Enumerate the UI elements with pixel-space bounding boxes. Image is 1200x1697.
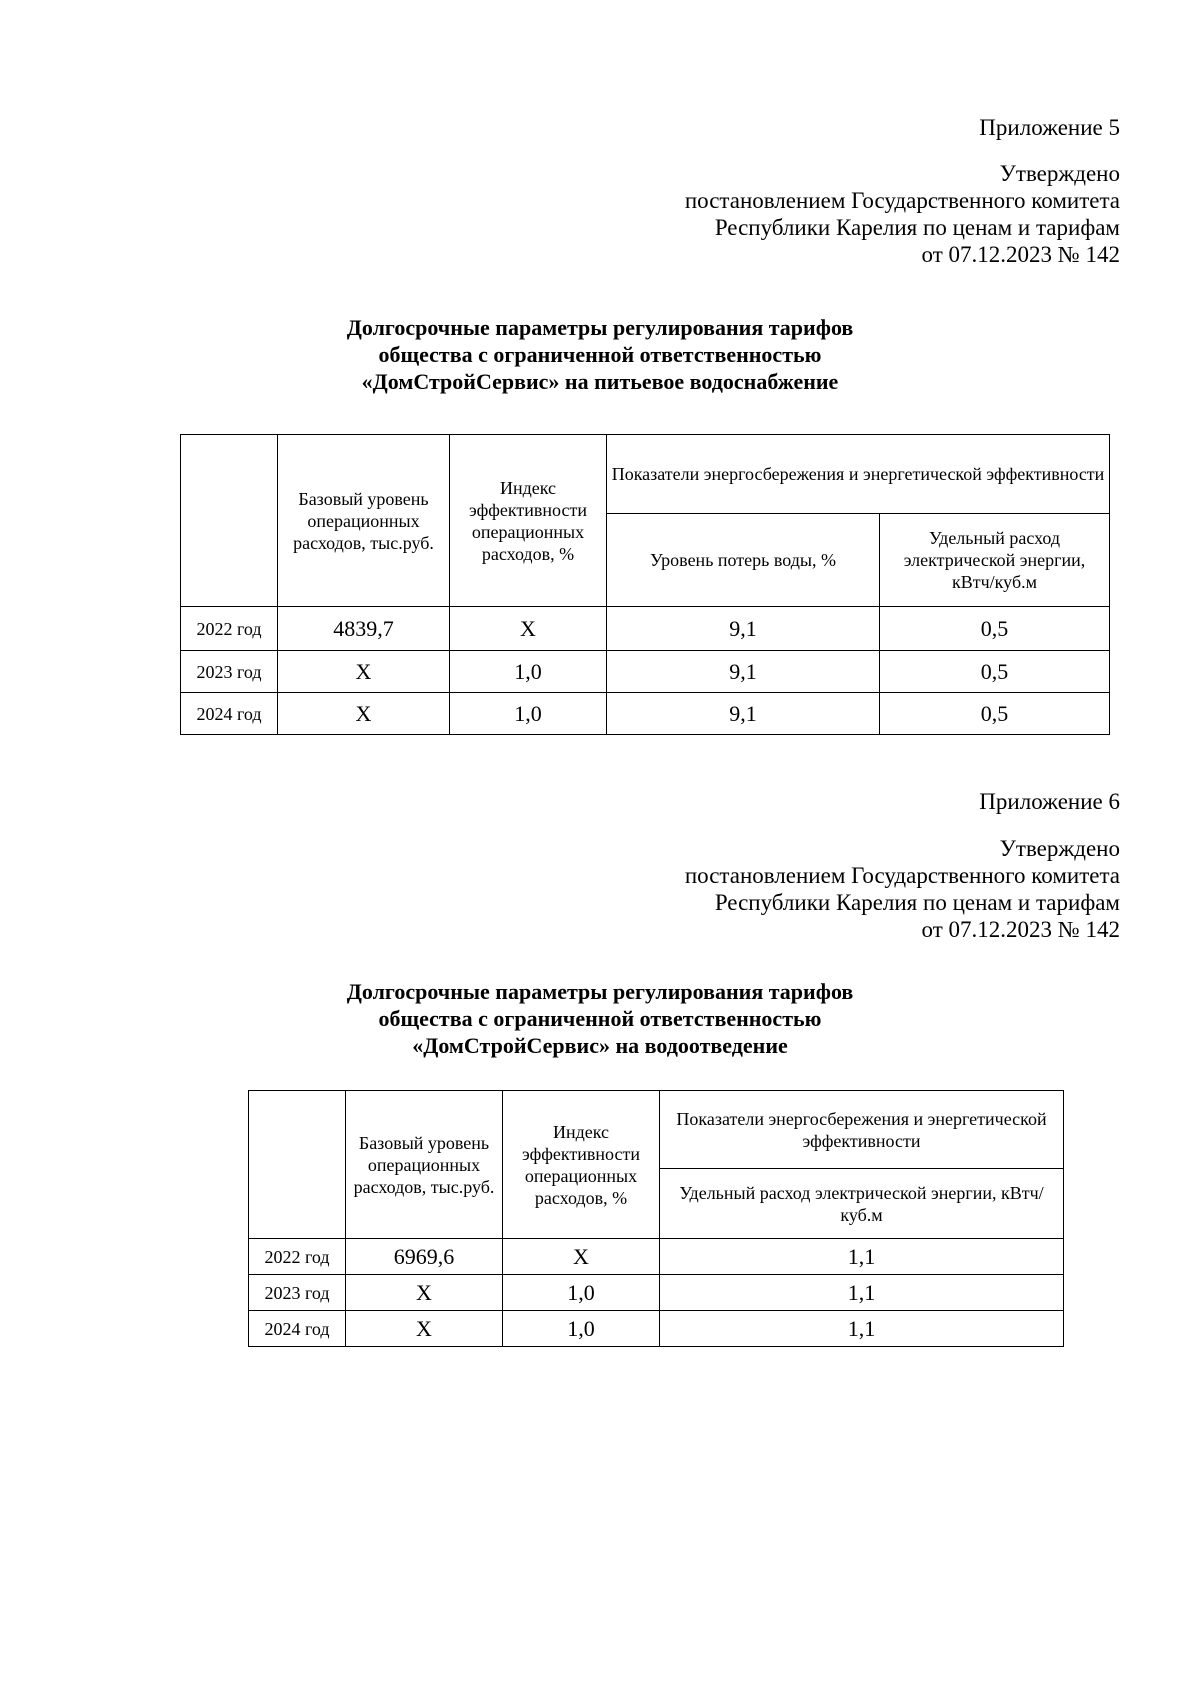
title-line: «ДомСтройСервис» на водоотведение <box>412 1033 788 1058</box>
cell-water-loss: 9,1 <box>607 693 880 735</box>
header-year-empty <box>181 435 278 607</box>
cell-base: X <box>278 651 450 693</box>
cell-base: 6969,6 <box>346 1239 503 1275</box>
table-row <box>249 1311 1064 1347</box>
approval-line: постановлением Государственного комитета <box>684 188 1120 213</box>
approval-line: постановлением Государственного комитета <box>684 863 1120 888</box>
document-title-6 <box>0 978 1200 1059</box>
row-year: 2022 год <box>249 1239 346 1275</box>
row-year: 2023 год <box>181 651 278 693</box>
approval-block-6 <box>685 835 1120 943</box>
title-line: «ДомСтройСервис» на питьевое водоснабжение <box>361 369 839 394</box>
header-energy-group: Показатели энергосбережения и энергетической эффективности <box>660 1091 1064 1169</box>
cell-base: 4839,7 <box>278 607 450 651</box>
table-row <box>249 1275 1064 1311</box>
approval-line: Утверждено <box>999 836 1120 861</box>
title-line: общества с ограниченной ответственностью <box>378 342 822 367</box>
header-year-empty <box>249 1091 346 1239</box>
document-title-5 <box>0 314 1200 395</box>
header-efficiency-index: Индекс эффективности операционных расходов, % <box>450 435 607 607</box>
parameters-table-water-supply <box>180 434 1110 735</box>
cell-power: 0,5 <box>880 607 1110 651</box>
header-base-opex: Базовый уровень операционных расходов, тыс.руб. <box>278 435 450 607</box>
approval-line: Утверждено <box>999 161 1120 186</box>
cell-power: 0,5 <box>880 651 1110 693</box>
cell-index: 1,0 <box>450 651 607 693</box>
cell-power: 1,1 <box>660 1275 1064 1311</box>
header-efficiency-index: Индекс эффективности операционных расходов, % <box>503 1091 660 1239</box>
approval-line: Республики Карелия по ценам и тарифам <box>714 215 1120 240</box>
title-line: общества с ограниченной ответственностью <box>378 1006 822 1031</box>
approval-line: Республики Карелия по ценам и тарифам <box>714 890 1120 915</box>
table-row <box>181 607 1110 651</box>
row-year: 2022 год <box>181 607 278 651</box>
cell-index: 1,0 <box>450 693 607 735</box>
title-line: Долгосрочные параметры регулирования тарифов <box>346 315 854 340</box>
header-energy-group: Показатели энергосбережения и энергетической эффективности <box>607 435 1110 514</box>
row-year: 2024 год <box>181 693 278 735</box>
approval-line: от 07.12.2023 № 142 <box>921 242 1120 267</box>
table-row <box>181 693 1110 735</box>
header-power-consumption: Удельный расход электрической энергии, кВтч/куб.м <box>880 514 1110 607</box>
appendix-5-label: Приложение 5 <box>979 115 1120 140</box>
cell-power: 1,1 <box>660 1239 1064 1275</box>
parameters-table-wastewater <box>248 1090 1064 1347</box>
cell-water-loss: 9,1 <box>607 607 880 651</box>
cell-base: X <box>278 693 450 735</box>
cell-water-loss: 9,1 <box>607 651 880 693</box>
cell-base: X <box>346 1275 503 1311</box>
cell-index: 1,0 <box>503 1311 660 1347</box>
approval-block-5 <box>685 160 1120 268</box>
cell-index: X <box>503 1239 660 1275</box>
header-water-loss: Уровень потерь воды, % <box>607 514 880 607</box>
cell-index: X <box>450 607 607 651</box>
cell-power: 0,5 <box>880 693 1110 735</box>
appendix-6-label: Приложение 6 <box>979 789 1120 814</box>
header-base-opex: Базовый уровень операционных расходов, тыс.руб. <box>346 1091 503 1239</box>
cell-base: X <box>346 1311 503 1347</box>
header-power-consumption: Удельный расход электрической энергии, кВтч/куб.м <box>660 1169 1064 1239</box>
cell-index: 1,0 <box>503 1275 660 1311</box>
table-row <box>181 651 1110 693</box>
row-year: 2024 год <box>249 1311 346 1347</box>
title-line: Долгосрочные параметры регулирования тарифов <box>346 979 854 1004</box>
approval-line: от 07.12.2023 № 142 <box>921 917 1120 942</box>
cell-power: 1,1 <box>660 1311 1064 1347</box>
table-row <box>249 1239 1064 1275</box>
row-year: 2023 год <box>249 1275 346 1311</box>
